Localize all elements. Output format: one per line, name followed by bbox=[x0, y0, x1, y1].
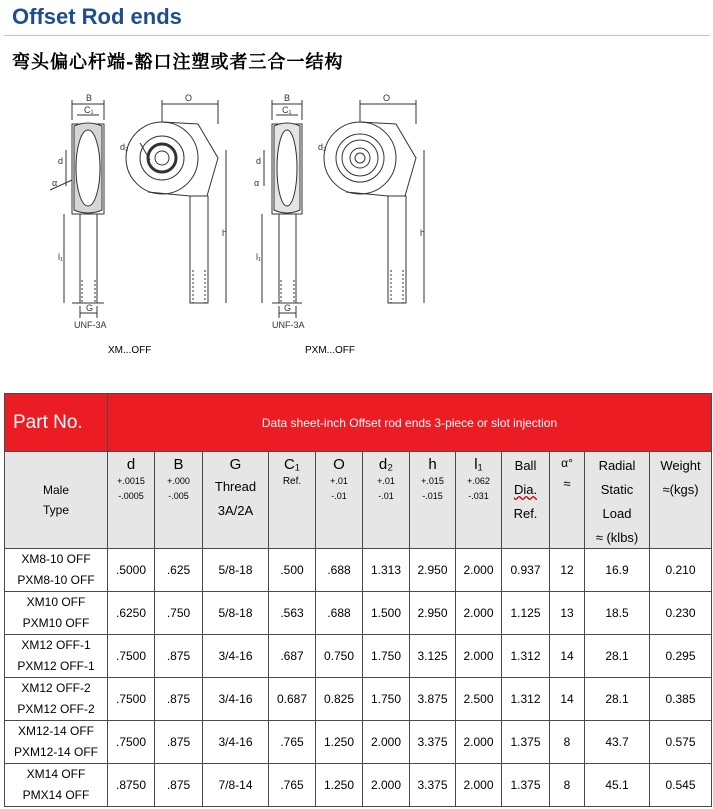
table-cell: .688 bbox=[316, 549, 363, 592]
sheet-title: Data sheet-inch Offset rod ends 3-piece or slot injection bbox=[108, 394, 712, 452]
col-c1-header: C₁ Ref. bbox=[269, 452, 316, 549]
dim-h-label: h bbox=[222, 228, 228, 238]
column-header-row bbox=[5, 452, 712, 549]
table-cell: 0.937 bbox=[502, 549, 550, 592]
table-cell: 2.950 bbox=[410, 549, 456, 592]
dim-d2-label-2: d₂ bbox=[318, 142, 327, 152]
table-title-row bbox=[5, 394, 712, 452]
table-cell: 2.500 bbox=[456, 678, 502, 721]
table-cell: .5000 bbox=[108, 549, 155, 592]
dim-o-label-2: O bbox=[383, 93, 391, 103]
table-cell: 5/8-18 bbox=[203, 549, 269, 592]
xm-front-view bbox=[126, 100, 226, 303]
table-cell: 13 bbox=[550, 592, 585, 635]
part-number: PXM12 OFF-2 bbox=[17, 702, 95, 716]
dim-alpha-label: α bbox=[52, 178, 58, 188]
pxm-side-view bbox=[262, 100, 302, 318]
table-cell: 3.375 bbox=[410, 764, 456, 807]
part-number-cell bbox=[5, 592, 108, 635]
part-number: XM12 OFF-2 bbox=[21, 681, 91, 695]
col-h-header: h +.015 -.015 bbox=[410, 452, 456, 549]
dim-d2-label: d₂ bbox=[120, 142, 129, 152]
table-cell: 3.875 bbox=[410, 678, 456, 721]
part-number: PXM12 OFF-1 bbox=[17, 659, 95, 673]
unf-label-2: UNF-3A bbox=[272, 320, 305, 330]
dim-c1-label: C₁ bbox=[84, 105, 94, 115]
col-ball-dia-header: Ball Dia. Ref. bbox=[502, 452, 550, 549]
table-row bbox=[5, 549, 712, 592]
table-cell: 1.250 bbox=[316, 764, 363, 807]
male-type-line: Male bbox=[42, 483, 69, 497]
table-cell: 0.575 bbox=[650, 721, 712, 764]
part-number: XM12-14 OFF bbox=[17, 724, 95, 738]
dim-alpha-label-2: α bbox=[254, 178, 260, 188]
table-cell: 1.375 bbox=[502, 721, 550, 764]
table-cell: .7500 bbox=[108, 678, 155, 721]
table-row bbox=[5, 721, 712, 764]
table-cell: .625 bbox=[155, 549, 203, 592]
table-cell: .7500 bbox=[108, 721, 155, 764]
table-cell: 16.9 bbox=[585, 549, 650, 592]
table-cell: .7500 bbox=[108, 635, 155, 678]
table-cell: .8750 bbox=[108, 764, 155, 807]
part-number: XM8-10 OFF bbox=[21, 552, 91, 566]
technical-drawing bbox=[0, 80, 713, 380]
part-number: XM14 OFF bbox=[26, 767, 86, 781]
table-cell: 43.7 bbox=[585, 721, 650, 764]
dim-b-label-2: B bbox=[284, 93, 291, 103]
table-cell: 1.313 bbox=[363, 549, 410, 592]
dim-l1-label-2: l₁ bbox=[256, 252, 262, 262]
male-type-header bbox=[5, 452, 108, 549]
table-cell: 1.250 bbox=[316, 721, 363, 764]
table-body bbox=[5, 549, 712, 807]
dim-d-label: d bbox=[58, 156, 64, 166]
dim-b-label: B bbox=[86, 93, 93, 103]
table-row bbox=[5, 678, 712, 721]
table-cell: 8 bbox=[550, 721, 585, 764]
table-cell: .765 bbox=[269, 764, 316, 807]
table-cell: 12 bbox=[550, 549, 585, 592]
table-cell: 1.750 bbox=[363, 678, 410, 721]
dim-g-label-2: G bbox=[284, 303, 292, 313]
part-no-header: Part No. bbox=[5, 394, 108, 452]
table-cell: 3/4-16 bbox=[203, 635, 269, 678]
part-number-cell bbox=[5, 678, 108, 721]
table-cell: 2.000 bbox=[363, 721, 410, 764]
table-row bbox=[5, 592, 712, 635]
part-number-cell bbox=[5, 635, 108, 678]
table-cell: 1.500 bbox=[363, 592, 410, 635]
table-cell: .750 bbox=[155, 592, 203, 635]
part-number: PMX14 OFF bbox=[22, 788, 90, 802]
table-cell: 8 bbox=[550, 764, 585, 807]
table-cell: 7/8-14 bbox=[203, 764, 269, 807]
xm-caption: XM...OFF bbox=[108, 345, 152, 356]
table-cell: 1.125 bbox=[502, 592, 550, 635]
table-cell: 0.230 bbox=[650, 592, 712, 635]
part-number-cell bbox=[5, 549, 108, 592]
part-number-cell bbox=[5, 721, 108, 764]
table-cell: 1.375 bbox=[502, 764, 550, 807]
table-cell: 0.687 bbox=[269, 678, 316, 721]
col-b-header: B +.000 -.005 bbox=[155, 452, 203, 549]
dim-d-label-2: d bbox=[256, 156, 262, 166]
table-cell: 28.1 bbox=[585, 678, 650, 721]
dim-h-label-2: h bbox=[420, 228, 426, 238]
dim-l1-label: l₁ bbox=[58, 252, 64, 262]
table-cell: 1.312 bbox=[502, 678, 550, 721]
table-cell: .875 bbox=[155, 635, 203, 678]
col-l1-header: l₁ +.062 -.031 bbox=[456, 452, 502, 549]
table-cell: .6250 bbox=[108, 592, 155, 635]
male-type-line: Type bbox=[42, 503, 69, 517]
table-cell: .875 bbox=[155, 678, 203, 721]
table-cell: 2.000 bbox=[456, 549, 502, 592]
table-row bbox=[5, 764, 712, 807]
table-cell: .500 bbox=[269, 549, 316, 592]
part-number: PXM12-14 OFF bbox=[13, 745, 99, 759]
table-cell: 2.000 bbox=[363, 764, 410, 807]
table-cell: 1.312 bbox=[502, 635, 550, 678]
table-cell: 2.000 bbox=[456, 635, 502, 678]
table-cell: 0.385 bbox=[650, 678, 712, 721]
table-cell: 0.295 bbox=[650, 635, 712, 678]
col-d2-header: d₂ +.01 -.01 bbox=[363, 452, 410, 549]
table-cell: .875 bbox=[155, 764, 203, 807]
table-cell: 1.750 bbox=[363, 635, 410, 678]
table-cell: 5/8-18 bbox=[203, 592, 269, 635]
page-title: Offset Rod ends bbox=[12, 4, 182, 29]
table-cell: 3.125 bbox=[410, 635, 456, 678]
table-cell: 0.825 bbox=[316, 678, 363, 721]
table-cell: .875 bbox=[155, 721, 203, 764]
table-cell: 2.950 bbox=[410, 592, 456, 635]
unf-label: UNF-3A bbox=[74, 320, 107, 330]
table-cell: 14 bbox=[550, 635, 585, 678]
part-number: XM12 OFF-1 bbox=[21, 638, 91, 652]
table-cell: 3/4-16 bbox=[203, 678, 269, 721]
pxm-front-view bbox=[324, 100, 424, 303]
part-number-cell bbox=[5, 764, 108, 807]
pxm-caption: PXM...OFF bbox=[305, 345, 355, 356]
part-number: XM10 OFF bbox=[26, 595, 86, 609]
table-cell: .765 bbox=[269, 721, 316, 764]
table-cell: 28.1 bbox=[585, 635, 650, 678]
table-cell: 18.5 bbox=[585, 592, 650, 635]
table-cell: .688 bbox=[316, 592, 363, 635]
col-d-header: d +.0015 -.0005 bbox=[108, 452, 155, 549]
col-radial-load-header: Radial Static Load ≈ (klbs) bbox=[585, 452, 650, 549]
xm-side-view bbox=[50, 100, 104, 318]
table-cell: 14 bbox=[550, 678, 585, 721]
table-cell: 3/4-16 bbox=[203, 721, 269, 764]
part-number: PXM8-10 OFF bbox=[17, 573, 95, 587]
part-number: PXM10 OFF bbox=[22, 616, 90, 630]
table-cell: 0.750 bbox=[316, 635, 363, 678]
col-weight-header: Weight ≈(kgs) bbox=[650, 452, 712, 549]
table-cell: 2.000 bbox=[456, 592, 502, 635]
table-cell: 45.1 bbox=[585, 764, 650, 807]
chinese-subtitle: 弯头偏心杆端-豁口注塑或者三合一结构 bbox=[12, 52, 344, 73]
table-cell: 0.210 bbox=[650, 549, 712, 592]
dim-o-label: O bbox=[185, 93, 193, 103]
col-o-header: O +.01 -.01 bbox=[316, 452, 363, 549]
table-cell: .563 bbox=[269, 592, 316, 635]
col-g-header: G Thread 3A/2A bbox=[203, 452, 269, 549]
table-cell: 3.375 bbox=[410, 721, 456, 764]
table-row bbox=[5, 635, 712, 678]
title-divider bbox=[4, 35, 710, 36]
table-cell: 2.000 bbox=[456, 721, 502, 764]
dim-c1-label-2: C₁ bbox=[282, 105, 292, 115]
dim-g-label: G bbox=[86, 303, 94, 313]
table-cell: .687 bbox=[269, 635, 316, 678]
table-cell: 0.545 bbox=[650, 764, 712, 807]
col-alpha-header: α° ≈ bbox=[550, 452, 585, 549]
spec-table bbox=[4, 393, 712, 807]
table-cell: 2.000 bbox=[456, 764, 502, 807]
